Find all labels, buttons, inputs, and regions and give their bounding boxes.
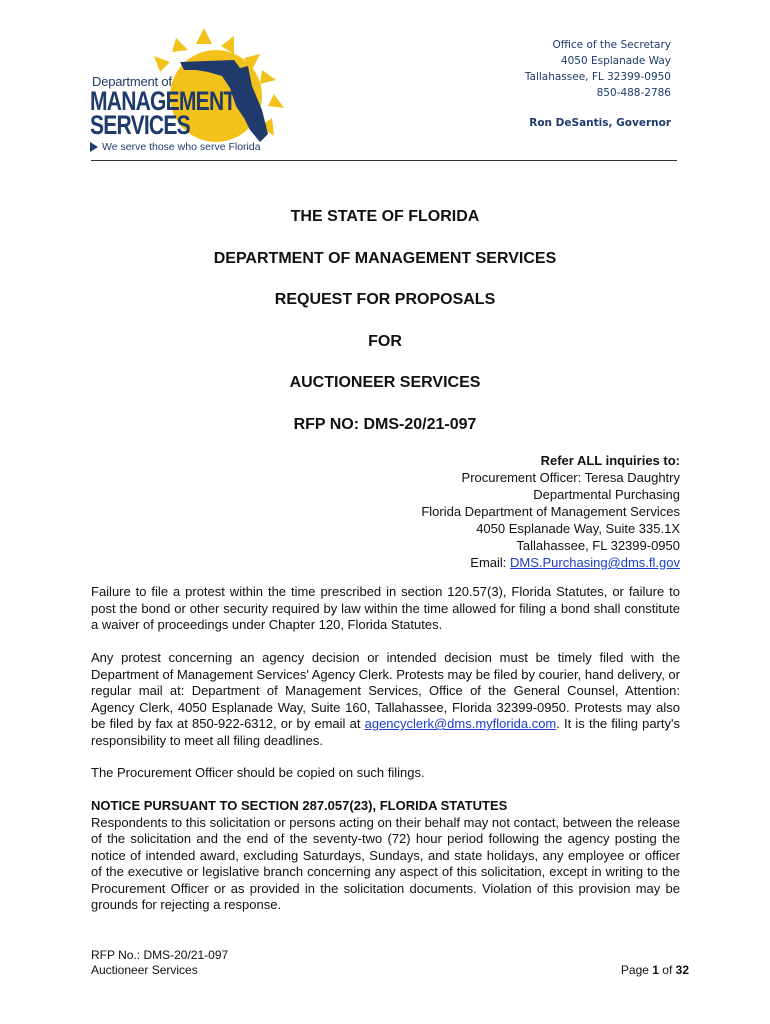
title-rfp: REQUEST FOR PROPOSALS xyxy=(274,291,496,308)
office-line: Office of the Secretary xyxy=(552,39,671,51)
page-total: 32 xyxy=(675,963,689,977)
logo-dept-text: Department of xyxy=(92,74,172,89)
page-current: 1 xyxy=(652,963,659,977)
protest-paragraph: Failure to file a protest within the time prescribed in section 120.57(3), Florida Statutes, or failure to post the bond or other security required by law within the time allowed for filing a bond shall constitute a waiver of proceedings under Chapter 120, Florida Statutes. xyxy=(91,584,680,632)
footer-service: Auctioneer Services xyxy=(91,963,198,977)
protest-filing-paragraph xyxy=(91,650,680,749)
notice-title: NOTICE PURSUANT TO SECTION 287.057(23), FLORIDA STATUTES xyxy=(91,798,508,813)
footer-info xyxy=(91,948,228,978)
page-number xyxy=(621,963,689,977)
title-service: AUCTIONEER SERVICES xyxy=(289,374,481,391)
office-line: 850-488-2786 xyxy=(596,87,671,99)
governor-name: Ron DeSantis, Governor xyxy=(529,117,671,129)
protest-filing-text: Any protest concerning an agency decision or intended decision must be timely filed with the Department of Management Services' Agency Clerk. Protests may be filed by courier, hand delivery, or regular mail at: Department of Management Services, Office of the General Counsel, Attention: Agency Clerk, 4050 Esplanade Way, Suite 160, Tallahassee, Florida 32399-0950. Protests may also be filed by fax at 850-922-6312, or by email at xyxy=(91,650,680,731)
logo-tagline: We serve those who serve Florida xyxy=(102,141,261,153)
protest-filing-end: . It is the filing party's responsibility to meet all filing deadlines. xyxy=(91,716,680,748)
contact-address: 4050 Esplanade Way, Suite 335.1X xyxy=(476,521,680,536)
agency-clerk-email-link[interactable]: agencyclerk@dms.myflorida.com xyxy=(364,716,557,731)
title-state: THE STATE OF FLORIDA xyxy=(290,208,480,225)
arrow-icon xyxy=(90,142,98,152)
contact-email-line xyxy=(421,554,680,571)
office-line: Tallahassee, FL 32399-0950 xyxy=(524,71,671,83)
logo-management-text: MANAGEMENT xyxy=(90,86,236,116)
email-link[interactable]: DMS.Purchasing@dms.fl.gov xyxy=(510,555,680,570)
dms-logo xyxy=(84,26,304,156)
email-label: Email: xyxy=(470,555,511,570)
title-department: DEPARTMENT OF MANAGEMENT SERVICES xyxy=(213,250,557,267)
page-of: of xyxy=(658,963,676,977)
title-rfp-number: RFP NO: DMS-20/21-097 xyxy=(293,416,477,433)
contact-unit: Departmental Purchasing xyxy=(533,487,680,502)
title-for: FOR xyxy=(368,333,402,350)
page-label: Page xyxy=(620,963,653,977)
footer-rfp-number: RFP No.: DMS-20/21-097 xyxy=(91,948,229,962)
logo-services-text: SERVICES xyxy=(90,110,190,140)
header-divider xyxy=(91,160,677,161)
copy-note: The Procurement Officer should be copied on such filings. xyxy=(91,765,425,780)
notice-section xyxy=(91,798,680,914)
office-line: 4050 Esplanade Way xyxy=(560,55,671,67)
contact-officer: Procurement Officer: Teresa Daughtry xyxy=(461,470,680,485)
contact-block xyxy=(421,452,680,571)
contact-heading: Refer ALL inquiries to: xyxy=(540,453,680,468)
contact-city: Tallahassee, FL 32399-0950 xyxy=(516,538,680,553)
notice-text: Respondents to this solicitation or persons acting on their behalf may not contact, between the release of the solicitation and the end of the seventy-two (72) hour period following the agency posting the notice of intended award, excluding Saturdays, Sundays, and state holidays, any employee or officer of the executive or legislative branch concerning any aspect of this solicitation, except in writing to the Procurement Officer or as provided in the solicitation documents. Violation of this provision may be grounds for rejecting a response. xyxy=(91,814,680,912)
contact-agency: Florida Department of Management Services xyxy=(421,504,680,519)
office-address xyxy=(525,37,671,101)
